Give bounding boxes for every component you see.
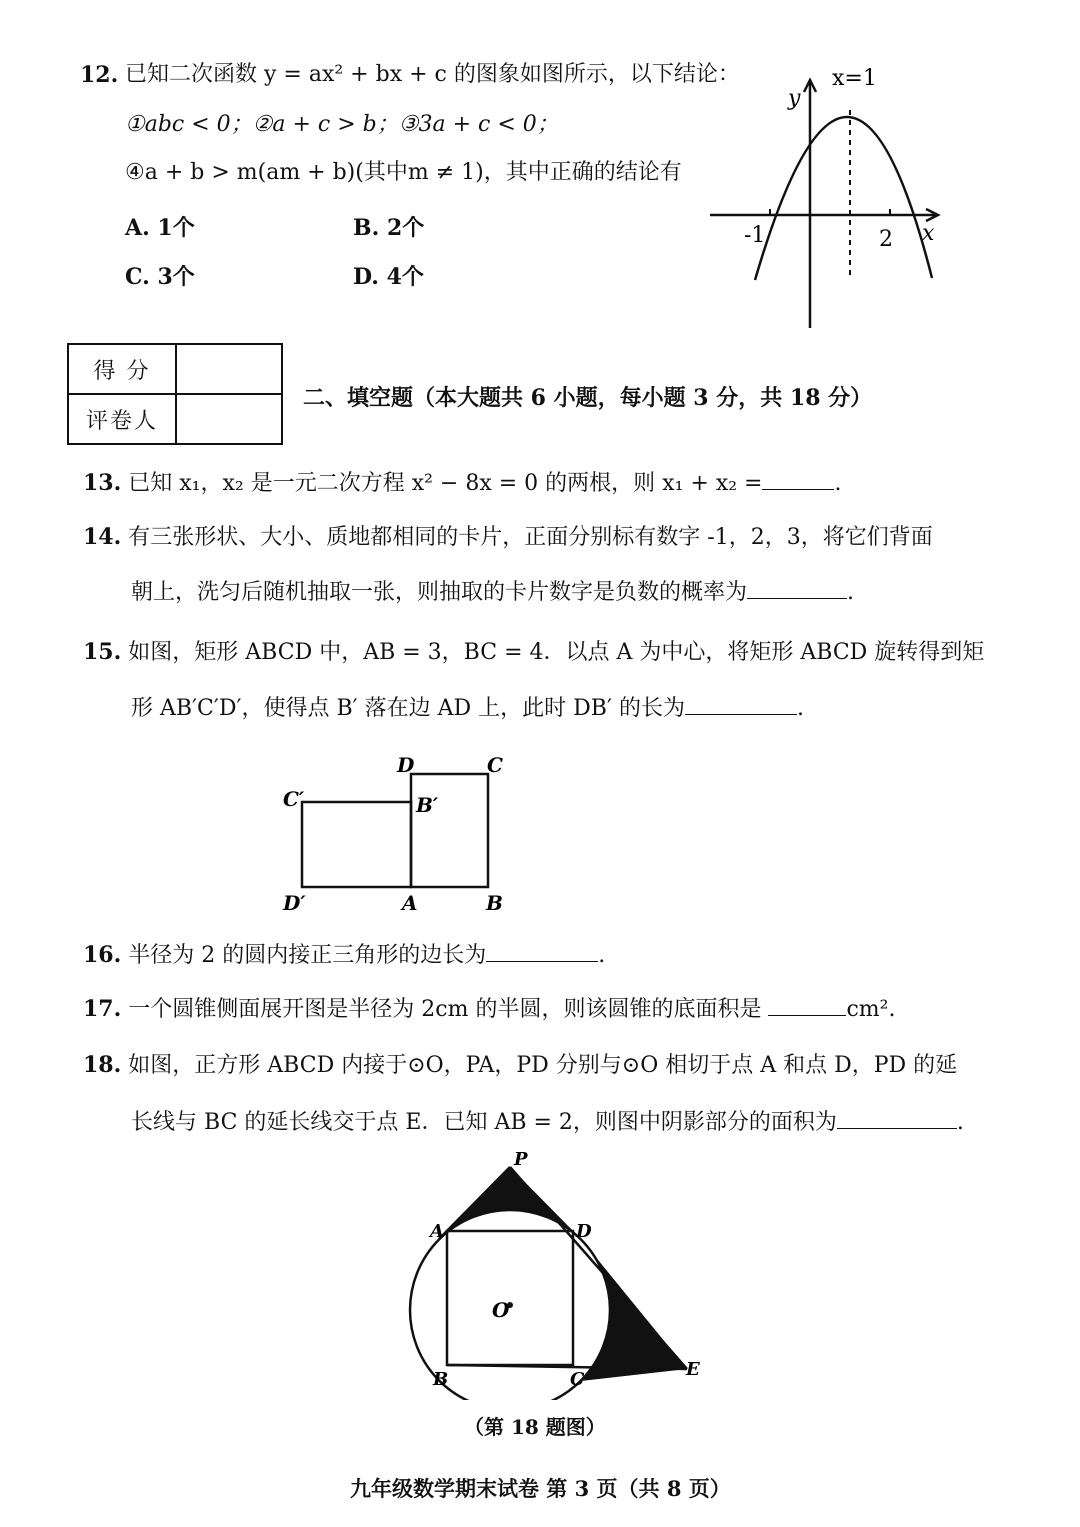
q12-number: 12. <box>80 62 119 88</box>
q18-answer-blank <box>837 1108 957 1129</box>
option-label: D. <box>353 264 379 290</box>
q16 <box>83 940 605 971</box>
q17-number: 17. <box>83 996 122 1022</box>
score-table <box>67 343 283 445</box>
q13-number: 13. <box>83 470 122 496</box>
q14-text-1: 有三张形状、大小、质地都相同的卡片，正面分别标有数字 -1，2，3，将它们背面 <box>128 525 933 550</box>
parabola-curve <box>755 117 932 280</box>
q15-line-2 <box>131 694 804 724</box>
q14-line-2 <box>131 578 854 608</box>
label-a: A <box>430 1221 444 1242</box>
option-label: B. <box>353 215 380 241</box>
rectangle-ab-prime-c-prime-d-prime <box>302 802 411 887</box>
label-b-prime: B′ <box>416 793 439 817</box>
q14-text-2: 朝上，洗匀后随机抽取一张，则抽取的卡片数字是负数的概率为 <box>131 580 748 605</box>
q12-option-c <box>125 262 195 292</box>
label-d: D <box>576 1221 592 1242</box>
q12-conclusions-2: ④a + b > m(am + b)(其中m ≠ 1)，其中正确的结论有 <box>125 160 682 185</box>
symmetry-line-label: x=1 <box>832 66 877 91</box>
q12-stem: 已知二次函数 y = ax² + bx + c 的图象如图所示，以下结论： <box>125 62 740 87</box>
label-b: B <box>433 1369 449 1390</box>
q13-text: 已知 x₁，x₂ 是一元二次方程 x² − 8x = 0 的两根，则 x₁ + x₂ = <box>128 471 763 496</box>
option-text: 4个 <box>386 264 424 290</box>
option-label: A. <box>125 215 150 241</box>
q16-end: . <box>598 943 606 968</box>
q12-option-d <box>353 262 424 292</box>
grader-field <box>176 394 282 444</box>
q18-line-1 <box>83 1050 957 1081</box>
label-a: A <box>402 891 418 915</box>
q12-option-b <box>353 213 424 243</box>
q17-text: 一个圆锥侧面展开图是半径为 2cm 的半圆，则该圆锥的底面积是 <box>128 997 762 1022</box>
label-c-prime: C′ <box>283 787 305 811</box>
x-axis-label: x <box>922 221 935 246</box>
shaded-region-top <box>439 1167 581 1239</box>
q17 <box>83 994 895 1025</box>
q15-rectangle-figure <box>275 750 525 920</box>
label-p: P <box>514 1149 528 1170</box>
q17-answer-blank <box>768 995 846 1016</box>
q18-end: . <box>956 1110 964 1135</box>
q16-answer-blank <box>486 941 598 962</box>
q14-answer-blank <box>747 578 847 599</box>
label-c: C <box>487 753 503 777</box>
q15-end: . <box>796 696 804 721</box>
q16-text: 半径为 2 的圆内接正三角形的边长为 <box>128 943 487 968</box>
square-abcd <box>447 1231 573 1365</box>
figure-caption: （第 18 题图） <box>464 1415 606 1439</box>
option-text: 3个 <box>157 264 195 290</box>
q12-option-a <box>125 213 195 243</box>
label-e: E <box>686 1359 700 1380</box>
q15-text-1: 如图，矩形 ABCD 中，AB = 3，BC = 4．以点 A 为中心，将矩形 ABCD 旋转得到矩 <box>128 640 985 665</box>
q15-answer-blank <box>685 694 797 715</box>
label-c: C <box>570 1369 585 1390</box>
tick-label-2: 2 <box>879 227 893 252</box>
page-footer: 九年级数学期末试卷 第 3 页（共 8 页） <box>350 1476 731 1501</box>
q18-text-2: 长线与 BC 的延长线交于点 E．已知 AB = 2，则图中阴影部分的面积为 <box>131 1110 837 1135</box>
label-b: B <box>486 891 503 915</box>
label-o: O <box>492 1298 510 1322</box>
q13-end: . <box>834 471 842 496</box>
rectangle-abcd <box>411 774 488 887</box>
option-label: C. <box>125 264 150 290</box>
score-label: 得 分 <box>68 344 176 394</box>
y-axis-label: y <box>788 86 801 111</box>
label-d: D <box>397 753 415 777</box>
q18-line-2 <box>131 1108 964 1138</box>
q17-unit: cm². <box>846 997 896 1022</box>
q12-conclusions-1: ①abc < 0；②a + c > b；③3a + c < 0； <box>125 112 559 137</box>
q15-number: 15. <box>83 639 122 665</box>
option-text: 2个 <box>386 215 425 241</box>
q18-text-1: 如图，正方形 ABCD 内接于⊙O，PA，PD 分别与⊙O 相切于点 A 和点 D，PD 的延 <box>128 1053 958 1078</box>
q16-number: 16. <box>83 942 122 968</box>
section-title: 二、填空题（本大题共 6 小题，每小题 3 分，共 18 分） <box>303 385 873 411</box>
score-field <box>176 344 282 394</box>
q14-end: . <box>847 580 855 605</box>
q12-parabola-graph <box>700 60 950 340</box>
q15-text-2: 形 AB′C′D′，使得点 B′ 落在边 AD 上，此时 DB′ 的长为 <box>131 696 685 721</box>
q14-number: 14. <box>83 524 122 550</box>
option-text: 1个 <box>157 215 195 241</box>
q14-line-1 <box>83 522 933 553</box>
q13 <box>83 468 841 499</box>
q18-number: 18. <box>83 1052 122 1078</box>
tangent-pd-extended <box>510 1167 687 1369</box>
q18-circle-figure <box>400 1145 720 1400</box>
q13-answer-blank <box>762 469 834 490</box>
q15-line-1 <box>83 637 984 668</box>
grader-label: 评卷人 <box>68 394 176 444</box>
label-d-prime: D′ <box>283 891 306 915</box>
tick-label-minus-1: -1 <box>744 223 766 248</box>
